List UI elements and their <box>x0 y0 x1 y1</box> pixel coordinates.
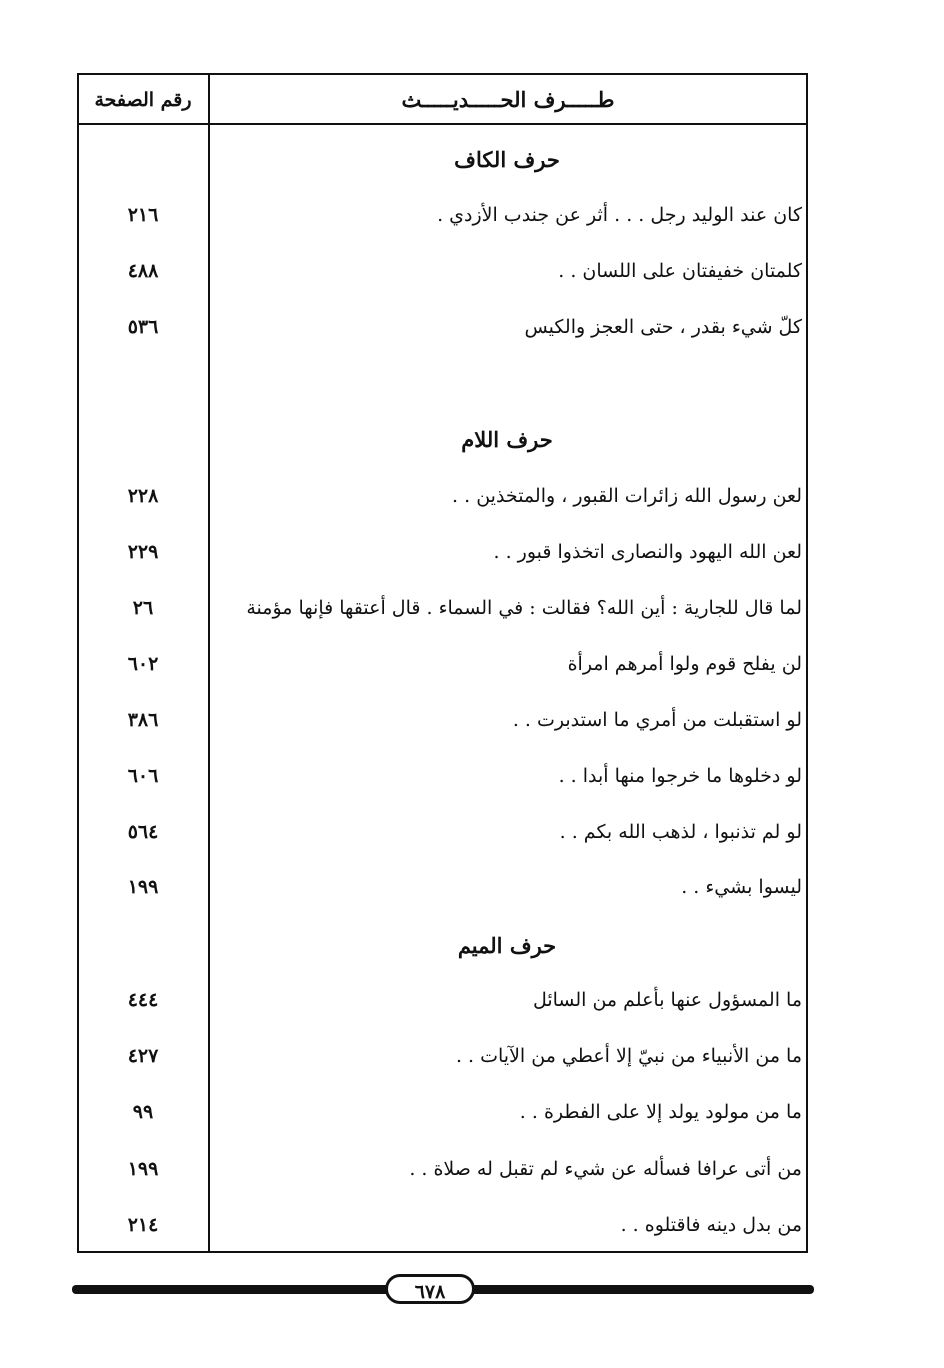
page-number: ٦٠٦ <box>127 765 159 787</box>
table-row <box>79 983 806 1017</box>
table-row <box>79 870 806 904</box>
section-title-kaf: حرف الكاف <box>454 147 560 172</box>
page-number: ٤٢٧ <box>127 1045 159 1067</box>
hadith-text: من بدل دينه فاقتلوه . . <box>620 1214 802 1236</box>
hadith-text: ما من مولود يولد إلا على الفطرة . . <box>519 1101 802 1123</box>
table-row <box>79 1208 806 1242</box>
hadith-text: ما المسؤول عنها بأعلم من السائل <box>532 989 802 1011</box>
table-row <box>79 815 806 849</box>
table-row <box>79 647 806 681</box>
hadith-text: كلّ شيء بقدر ، حتى العجز والكيس <box>524 316 802 338</box>
column-header-hadith: طـــــرف الحـــــديـــــث <box>401 87 615 112</box>
hadith-text: ليسوا بشيء . . <box>681 876 802 898</box>
hadith-text: لعن رسول الله زائرات القبور ، والمتخذين . . <box>452 485 802 507</box>
page-number: ٤٤٤ <box>127 989 159 1011</box>
page-number: ٥٦٤ <box>127 821 159 843</box>
hadith-text: لو لم تذنبوا ، لذهب الله بكم . . <box>559 821 802 843</box>
page-number: ٢٦ <box>132 597 154 619</box>
page-number: ٦٠٢ <box>127 653 159 675</box>
section-title-mim: حرف الميم <box>457 933 557 958</box>
table-row <box>79 479 806 513</box>
hadith-text: لعن الله اليهود والنصارى اتخذوا قبور . . <box>493 541 802 563</box>
table-row <box>79 198 806 232</box>
table-row <box>79 759 806 793</box>
page-number: ٢١٦ <box>127 204 159 226</box>
table-row <box>79 1039 806 1073</box>
section-title-lam: حرف اللام <box>461 427 553 452</box>
hadith-text: لو استقبلت من أمري ما استدبرت . . <box>512 709 802 731</box>
page-number: ٣٨٦ <box>127 709 159 731</box>
table-row <box>79 1095 806 1129</box>
page-number: ٢٢٩ <box>127 541 159 563</box>
table-row <box>79 591 806 625</box>
column-header-page: رقم الصفحة <box>94 89 192 111</box>
table-row <box>79 254 806 288</box>
table-row <box>79 310 806 344</box>
table-row <box>79 535 806 569</box>
hadith-text: لو دخلوها ما خرجوا منها أبدا . . <box>558 765 802 787</box>
page-number: ٢١٤ <box>127 1214 159 1236</box>
table-row <box>79 1152 806 1186</box>
page-number: ١٩٩ <box>127 876 159 898</box>
hadith-text: من أتى عرافا فسأله عن شيء لم تقبل له صلاة . . <box>409 1158 802 1180</box>
header-divider <box>77 123 808 125</box>
hadith-text: كان عند الوليد رجل . . . أثر عن جندب الأزدي . <box>437 204 802 226</box>
page-number: ٤٨٨ <box>127 260 159 282</box>
hadith-text: لن يفلح قوم ولوا أمرهم امرأة <box>567 653 802 675</box>
footer-page-number: ٦٧٨ <box>385 1274 475 1304</box>
page-number: ٥٣٦ <box>127 316 159 338</box>
hadith-text: لما قال للجارية : أين الله؟ فقالت : في السماء . قال أعتقها فإنها مؤمنة <box>246 597 802 619</box>
page-number: ٩٩ <box>132 1101 154 1123</box>
table-row <box>79 703 806 737</box>
page-number: ٢٢٨ <box>127 485 159 507</box>
hadith-text: ما من الأنبياء من نبيّ إلا أعطي من الآيات . . <box>455 1045 802 1067</box>
hadith-text: كلمتان خفيفتان على اللسان . . <box>558 260 802 282</box>
page-number: ١٩٩ <box>127 1158 159 1180</box>
